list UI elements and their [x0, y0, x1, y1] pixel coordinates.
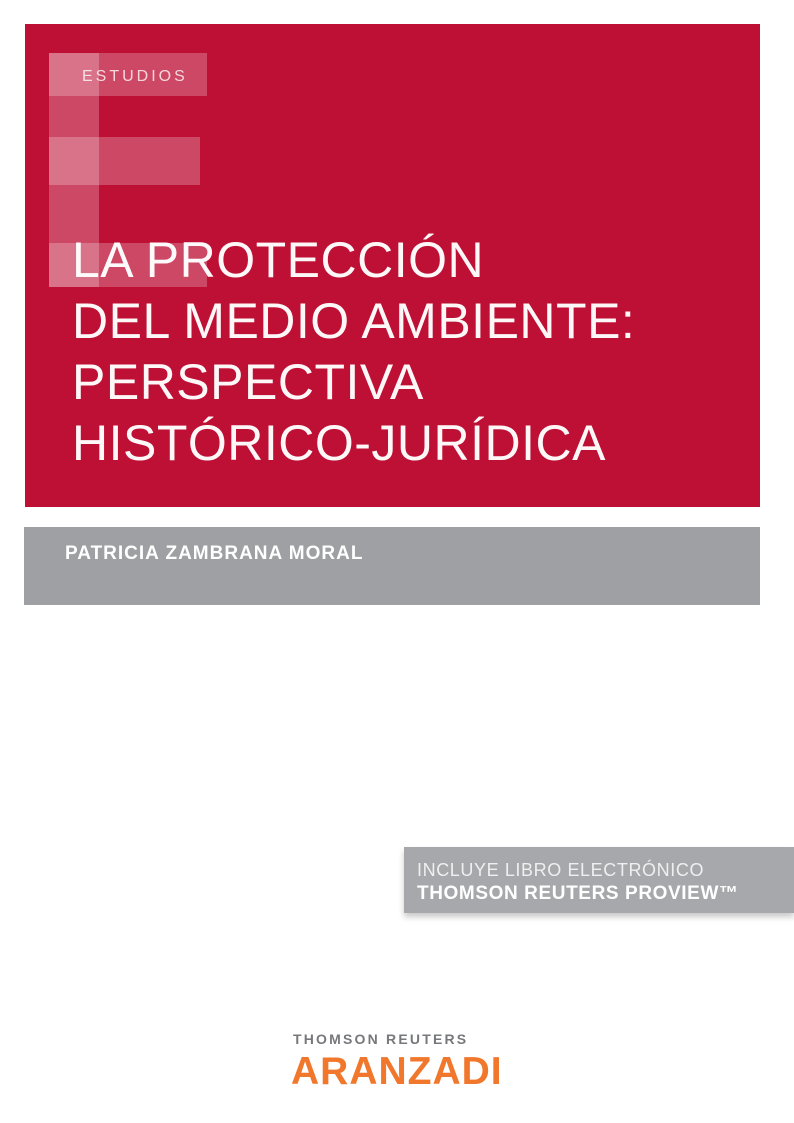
book-title-line: HISTÓRICO-JURÍDICA: [72, 415, 606, 471]
aranzadi-wordmark: ARANZADI: [291, 1050, 503, 1093]
ebook-banner-product: THOMSON REUTERS PROVIEW™: [417, 883, 739, 904]
title-panel: [25, 24, 760, 507]
book-title-line: PERSPECTIVA: [72, 354, 424, 410]
book-title: [72, 230, 635, 474]
ebook-banner-subtitle: INCLUYE LIBRO ELECTRÓNICO: [417, 860, 705, 880]
ebook-banner: [404, 847, 794, 913]
book-title-line: DEL MEDIO AMBIENTE:: [72, 293, 636, 349]
author-bar: [24, 527, 760, 605]
collection-label: ESTUDIOS: [82, 68, 188, 85]
book-title-line: LA PROTECCIÓN: [72, 232, 485, 288]
thomson-reuters-wordmark: THOMSON REUTERS: [293, 1031, 469, 1047]
author-name: PATRICIA ZAMBRANA MORAL: [65, 543, 364, 564]
publisher-logo: [293, 1031, 503, 1094]
